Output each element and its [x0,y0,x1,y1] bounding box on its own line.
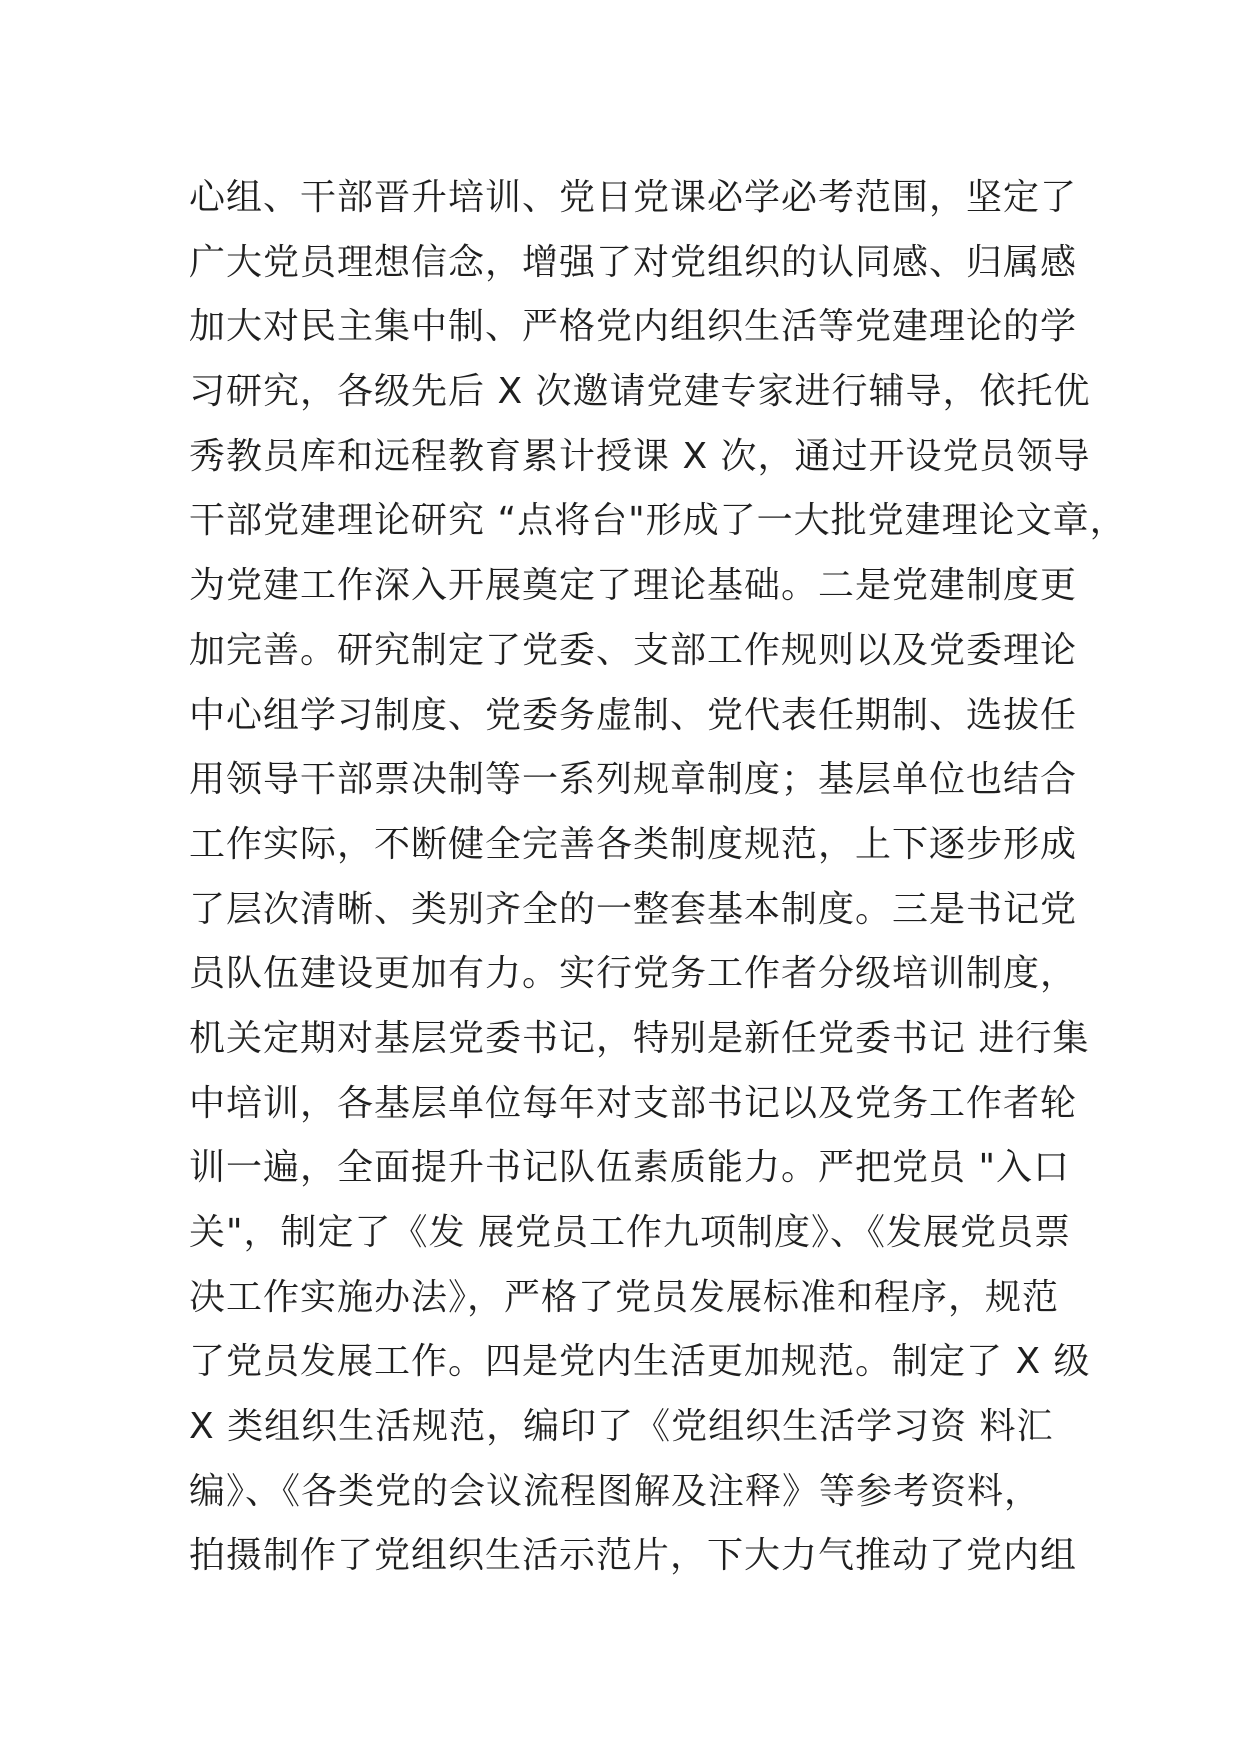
text-line: 了党员发展工作。四是党内生活更加规范。制定了 X 级 [189,1341,1091,1383]
text-line: 加完善。研究制定了党委、支部工作规则以及党委理论 [189,629,1078,671]
text-line: 习研究，各级先后 X 次邀请党建专家进行辅导，依托优 [189,371,1091,413]
text-line: 决工作实施办法》，严格了党员发展标准和程序，规范 [189,1276,1060,1318]
text-line: 心组、干部晋升培训、党日党课必学必考范围，坚定了 [189,177,1078,218]
text-line: 为党建工作深入开展奠定了理论基础。二是党建制度更 [189,565,1078,607]
text-line: 工作实际，不断健全完善各类制度规范，上下逐步形成 [189,823,1078,865]
text-line: 员队伍建设更加有力。实行党务工作者分级培训制度， [189,953,1078,995]
text-line: 机关定期对基层党委书记，特别是新任党委书记 进行集 [189,1017,1090,1059]
text-line: 编》、《各类党的会议流程图解及注释》等参考资料， [189,1470,1042,1512]
text-line: 加大对民主集中制、严格党内组织生活等党建理论的学 [189,306,1078,348]
text-line: 中培训，各基层单位每年对支部书记以及党务工作者轮 [189,1082,1078,1124]
text-line: 干部党建理论研究 “点将台"形成了一大批党建理论文章， [189,500,1127,542]
text-line: 秀教员库和远程教育累计授课 X 次，通过开设党员领导 [189,435,1091,477]
text-line: 广大党员理想信念，增强了对党组织的认同感、归属感 [189,241,1078,283]
text-line: 用领导干部票决制等一系列规章制度；基层单位也结合 [189,759,1078,801]
text-line: 训一遍，全面提升书记队伍素质能力。严把党员 "入口 [189,1147,1071,1189]
text-line: 中心组学习制度、党委务虚制、党代表任期制、选拔任 [189,694,1078,736]
text-line: 关"，制定了《发 展党员工作九项制度》、《发展党员票 [189,1212,1072,1253]
text-line: 了层次清晰、类别齐全的一整套基本制度。三是书记党 [189,888,1078,930]
text-line: X 类组织生活规范，编印了《党组织生活学习资 料汇 [189,1406,1054,1448]
body-text [189,166,1149,1589]
text-line: 拍摄制作了党组织生活示范片，下大力气推动了党内组 [189,1535,1078,1577]
